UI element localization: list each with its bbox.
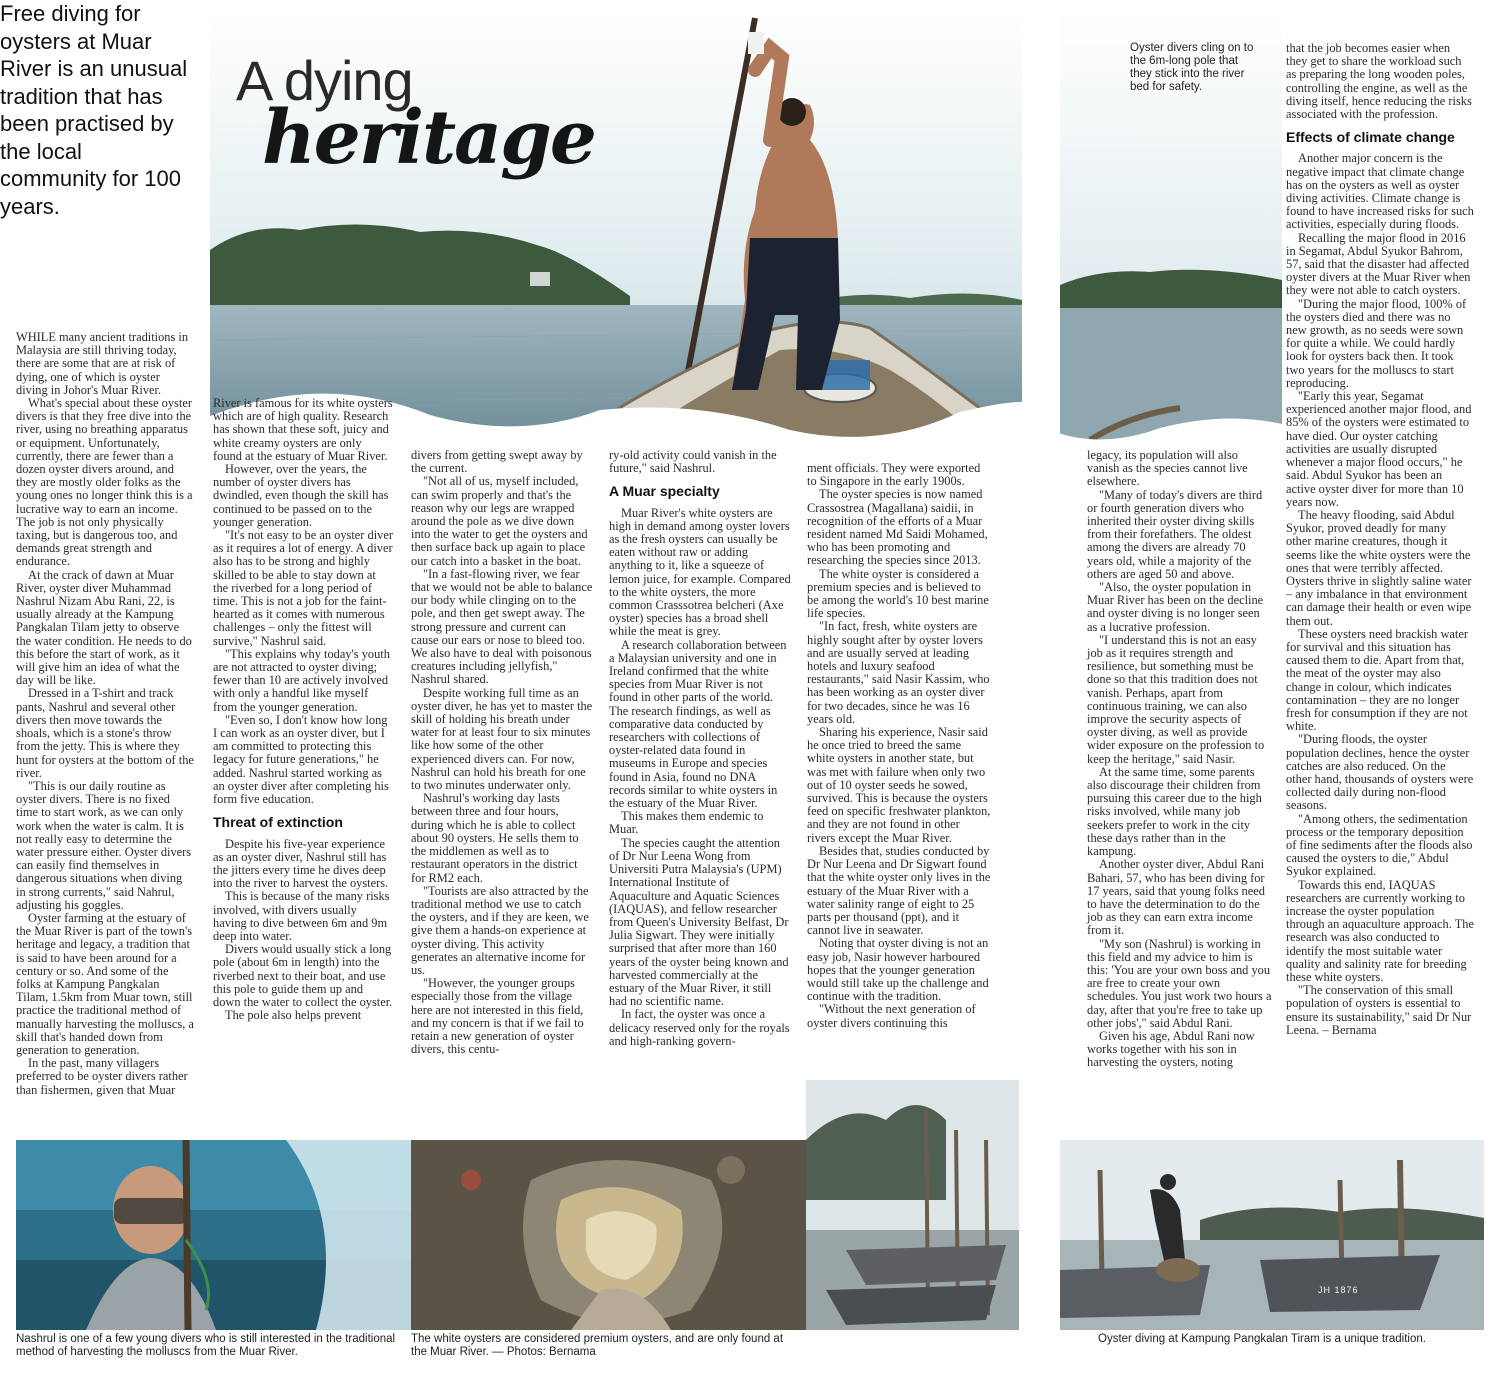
paragraph: "Many of today's divers are third or fourth generation divers who inherited their oyster diving skills from their forefathers. The oldest among the divers are already 70 years old, while a majority of the others are aged 50 and above. bbox=[1087, 487, 1263, 581]
paragraph: WHILE many ancient traditions in Malaysia are still thriving today, there are some that are at risk of dying, one of which is oyster diving in Johor's Muar River. bbox=[16, 330, 189, 397]
subheading-threat: Threat of extinction bbox=[213, 814, 343, 831]
column-3 bbox=[411, 449, 593, 1056]
paragraph: "Among others, the sedimentation process or the temporary deposition of fine sediments after the floods also caused the oysters to die," Abdul Syukor explained. bbox=[1286, 811, 1473, 879]
paragraph: "Without the next generation of oyster divers continuing this bbox=[807, 1002, 976, 1030]
paragraph: These oysters need brackish water for survival and this situation has caused them to die. Apart from that, the meat of the oyster may also change in colour, which indicates contamination – they are no longer fresh for consumption if they are not white. bbox=[1286, 626, 1468, 734]
paragraph: What's special about these oyster divers is that they free dive into the river, using no breathing apparatus or equipment. Unfortunately, currently, there are fewer than a dozen oyster divers around, and they are mostly older folks as the young ones no longer think this is a lucrative way to earn an income. The job is not only physically taxing, but is dangerous too, and demands great strength and endurance. bbox=[16, 396, 193, 569]
paragraph: ry-old activity could vanish in the future," said Nashrul. bbox=[609, 448, 777, 476]
paragraph: Recalling the major flood in 2016 in Segamat, Abdul Syukor Bahrom, 57, said that the disaster had affected oyster divers at the Muar River when they were not able to catch oysters. bbox=[1286, 230, 1471, 298]
paragraph: "This explains why today's youth are not attracted to oyster diving; fewer than 10 are actively involved with only a handful like myself from the younger generation. bbox=[213, 646, 390, 714]
paragraph: "In a fast-flowing river, we fear that we would not be able to balance our body while clinging on to the pole, and then get swept away. The strong pressure and current can cause our ears or nose to bleed too. We also have to deal with poisonous creatures including jellyfish," Nashrul shared. bbox=[411, 566, 593, 687]
paragraph: The pole also helps prevent bbox=[225, 1008, 362, 1023]
paragraph: Another oyster diver, Abdul Rani Bahari, 57, who has been diving for 17 years, said that young folks need to have the determination to do the job as they can earn extra income from it. bbox=[1087, 857, 1265, 938]
paragraph: The white oyster is considered a premium species and is believed to be among the world's 10 best marine life species. bbox=[807, 566, 989, 621]
subheading-muar-specialty: A Muar specialty bbox=[609, 483, 720, 500]
paragraph: Besides that, studies conducted by Dr Nur Leena and Dr Sigwart found that the white oyster only lives in the estuary of the Muar River with a water salinity range of eight to 25 parts per thousand (ppt), and it cannot live in seawater. bbox=[807, 843, 991, 938]
paragraph: "My son (Nashrul) is working in this field and my advice to him is this: 'You are your own boss and you are free to create your own schedules. You just work two hours a day, after that you're free to take up other jobs'," said Abdul Rani. bbox=[1087, 936, 1272, 1030]
column-7 bbox=[1286, 42, 1474, 1037]
paragraph: In the past, many villagers preferred to be oyster divers rather than fishermen, given that Muar bbox=[16, 1056, 188, 1097]
boats-photo bbox=[1060, 1140, 1484, 1330]
paragraph: ment officials. They were exported to Singapore in the early 1900s. bbox=[807, 461, 981, 489]
diver-photo bbox=[16, 1140, 411, 1330]
column-4 bbox=[609, 449, 791, 1048]
paragraph: Despite working full time as an oyster diver, he has yet to master the skill of holding his breath under water for at least four to six minutes like how some of the other experienced divers can. For now, Nashrul can hold his breath for one to two minutes underwater only. bbox=[411, 685, 593, 793]
paragraph: Given his age, Abdul Rani now works together with his son in harvesting the oysters, noting bbox=[1087, 1028, 1255, 1070]
paragraph: Another major concern is the negative impact that climate change has on the oysters as well as oyster diving activities. Climate change is found to have increased risks for such activities, especially during floods. bbox=[1286, 151, 1474, 232]
title-line2: heritage bbox=[262, 95, 595, 181]
standfirst: Free diving for oysters at Muar River is an unusual tradition that has been practised by the local community for 100 years. bbox=[0, 1, 188, 219]
paragraph: "Also, the oyster population in Muar River has been on the decline and oyster diving is no longer seen as a lucrative profession. bbox=[1087, 580, 1264, 634]
paragraph: divers from getting swept away by the current. bbox=[411, 448, 583, 476]
paragraph: that the job becomes easier when they get to share the workload such as preparing the long wooden poles, controlling the engine, as well as the diving itself, hence reducing the risks associated with the profession. bbox=[1286, 41, 1472, 122]
paragraph: The heavy flooding, said Abdul Syukor, proved deadly for many other marine creatures, though it seems like the white oysters were the ones that were terribly affected. Oysters thrive in slightly saline water – any imbalance in that environment can damage their health or even wipe them out. bbox=[1286, 507, 1472, 628]
paragraph: "This is our daily routine as oyster divers. There is no fixed time to start work, as we can only work when the water is calm. It is not really easy to determine the water pressure either. Oyster divers can easily find themselves in dangerous situations when diving in strong currents," said Nahrul, adjusting his goggles. bbox=[16, 778, 192, 912]
column-2 bbox=[213, 397, 393, 1022]
subheading-climate: Effects of climate change bbox=[1286, 129, 1455, 146]
paragraph: Muar River's white oysters are high in demand among oyster lovers as the fresh oysters can usually be eaten without raw or adding anything to it, like a squeeze of lemon juice, for example. Compared to the white oysters, the more common Crasssotrea belcheri (Axe oyster) species has a broad shell while the meat is grey. bbox=[609, 505, 791, 639]
paragraph: The species caught the attention of Dr Nur Leena Wong from Universiti Putra Malaysia's (UPM) International Institute of Aquaculture and Aquatic Sciences (IAQUAS), and fellow researcher from Queen's University Belfast, Dr Julia Sigwart. They were initially surprised that after more than 160 years of the oyster being known and harvested commercially at the estuary of the Muar River, it still had no scientific name. bbox=[609, 835, 789, 1009]
jetty-photo bbox=[806, 1080, 1019, 1330]
paragraph: However, over the years, the number of oyster divers has dwindled, even though the skill has continued to be passed on to the younger generation. bbox=[213, 462, 389, 529]
paragraph: "However, the younger groups especially those from the village here are not interested in this field, and my concern is that if we fail to retain a new generation of oyster divers, this centu- bbox=[411, 976, 584, 1057]
paragraph: Divers would usually stick a long pole (about 6m in length) into the riverbed next to their boat, and use this pole to guide them up and down the water to collect the oyster. bbox=[213, 942, 393, 1009]
paragraph: "Even so, I don't know how long I can work as an oyster diver, but I am committed to protecting this legacy for future generations," he added. Nashrul started working as an oyster diver after completing his form five education. bbox=[213, 712, 389, 807]
caption-oyster: The white oysters are considered premium oysters, and are only found at the Muar River. — Photos: Bernama bbox=[411, 1333, 784, 1358]
boat-registration: JH 1876 bbox=[1318, 1285, 1359, 1295]
paragraph: This is because of the many risks involved, with divers usually having to dive between 6m and 9m deep into water. bbox=[213, 889, 390, 943]
paragraph: Dressed in a T-shirt and track pants, Nashrul and several other divers then move towards the shoals, which is a stone's throw from the jetty. This is where they hunt for oysters at the bottom of the river. bbox=[16, 686, 194, 780]
oyster-photo bbox=[411, 1140, 806, 1330]
column-6 bbox=[1087, 449, 1273, 1070]
paragraph: "It's not easy to be an oyster diver as it requires a lot of energy. A diver also has to be strong and highly skilled to be able to stay down at the riverbed for a long period of time. This is not a job for the faint-hearted as it comes with numerous challenges – only the fittest will survive," Nashrul said. bbox=[213, 528, 393, 648]
paragraph: legacy, its population will also vanish as the species cannot live elsewhere. bbox=[1087, 448, 1248, 489]
column-5 bbox=[807, 462, 991, 1030]
paragraph: "I understand this is not an easy job as it requires strength and resilience, but something must be done so that this tradition does not vanish. Perhaps, apart from continuous training, we can also improve the security aspects of oyster diving, as well as provide wider exposure on the profession to keep the heritage," said Nasir. bbox=[1087, 632, 1265, 766]
paragraph: Nashrul's working day lasts between three and four hours, during which he is able to collect about 90 oysters. He sells them to the middlemen as well as to restaurant operators in the district for RM2 each. bbox=[411, 791, 579, 885]
column-1 bbox=[16, 331, 194, 1097]
paragraph: The oyster species is now named Crassostrea (Magallana) saidii, in recognition of the efforts of a Muar resident named Md Saidi Mohamed, who has been promoting and researching the species since 2013. bbox=[807, 487, 988, 568]
paragraph: Noting that oyster diving is not an easy job, Nasir however harboured hopes that the younger generation would still take up the challenge and continue with the tradition. bbox=[807, 936, 989, 1004]
paragraph: At the same time, some parents also discourage their children from pursuing this career due to the high risks involved, while many job seekers prefer to work in the city these days rather than in the kampung. bbox=[1087, 764, 1262, 859]
caption-boats: Oyster diving at Kampung Pangkalan Tiram is a unique tradition. bbox=[1098, 1333, 1426, 1345]
paragraph: A research collaboration between a Malaysian university and one in Ireland confirmed that the white species from Muar River is not found in other parts of the world. The research findings, as well as comparative data conducted by researchers with collections of oyster-related data found in museums in Europe and species found in Asia, found no DNA records similar to white oysters in the estuary of the Muar River. bbox=[609, 637, 787, 811]
paragraph: "Early this year, Segamat experienced another major flood, and 85% of the oysters were estimated to have died. Our oyster catching activities are usually disrupted whenever a major flood occurs," he said. Abdul Syukor has been an active oyster diver for more than 10 years now. bbox=[1286, 389, 1472, 509]
paragraph: River is famous for its white oysters which are of high quality. Research has shown that these soft, juicy and white creamy oysters are only found at the estuary of Muar River. bbox=[213, 396, 393, 463]
paragraph: "In fact, fresh, white oysters are highly sought after by oyster lovers and are usually served at leading hotels and luxury seafood restaurants," said Nasir Kassim, who has been working as an oyster diver for two decades, since he was 16 years old. bbox=[807, 619, 990, 726]
paragraph: "During floods, the oyster population declines, hence the oyster catches are also reduced. On the other hand, thousands of oysters were collected daily during non-flood seasons. bbox=[1286, 732, 1474, 813]
paragraph: Oyster farming at the estuary of the Muar River is part of the town's heritage and legacy, a tradition that is said to have been around for a century or so. And some of the folks at Kampung Pangkalan Tilam, 1.5km from Muar town, still practice the traditional method of manually harvesting the molluscs, a skill that's handed down from generation to generation. bbox=[16, 910, 194, 1057]
paragraph: "During the major flood, 100% of the oysters died and there was no new growth, as no seeds were sown for quite a while. We could hardly look for oysters back then. It took two years for the molluscs to start reproducing. bbox=[1286, 296, 1467, 390]
paragraph: "Not all of us, myself included, can swim properly and that's the reason why our legs are wrapped around the pole as we dive down into the water to get the oysters and then surface back up again to place our catch into a basket in the boat. bbox=[411, 474, 588, 568]
caption-diver: Nashrul is one of a few young divers who is still interested in the traditional method of harvesting the molluscs from the Muar River. bbox=[16, 1333, 396, 1358]
paragraph: Sharing his experience, Nasir said he once tried to breed the same white oysters in another state, but was met with failure when only two out of 10 oyster seeds he sowed, survived. This is because the oysters feed on specific freshwater plankton, and they are not found in other rivers except the Muar River. bbox=[807, 725, 991, 845]
paragraph: "Tourists are also attracted by the traditional method we use to catch the oysters, and if they are keen, we give them a hands-on experience at oyster diving. This activity generates an alternative income for us. bbox=[411, 883, 589, 977]
paragraph: This makes them endemic to Muar. bbox=[609, 809, 764, 837]
paragraph: "The conservation of this small population of oysters is essential to ensure its sustainability," said Dr Nur Leena. – Bernama bbox=[1286, 983, 1472, 1037]
paragraph: Towards this end, IAQUAS researchers are currently working to increase the oyster population through an aquaculture approach. The research was also conducted to identify the most suitable water quality and salinity rate for breeding these white oysters. bbox=[1286, 877, 1474, 985]
paragraph: At the crack of dawn at Muar River, oyster diver Muhammad Nashrul Nizam Abu Rani, 22, is usually already at the Kampung Pangkalan Tilam jetty to observe the water condition. He needs to do this before the start of work, as it will give him an idea of what the day will be like. bbox=[16, 567, 192, 688]
title-line1: A dying bbox=[236, 49, 413, 112]
paragraph: Despite his five-year experience as an oyster diver, Nashrul still has the jitters every time he dives deep into the river to harvest the oysters. bbox=[213, 836, 389, 891]
caption-pole: Oyster divers cling on to the 6m-long pole that they stick into the river bed for safety. bbox=[1130, 42, 1254, 93]
paragraph: In fact, the oyster was once a delicacy reserved only for the royals and high-ranking govern- bbox=[609, 1007, 790, 1048]
